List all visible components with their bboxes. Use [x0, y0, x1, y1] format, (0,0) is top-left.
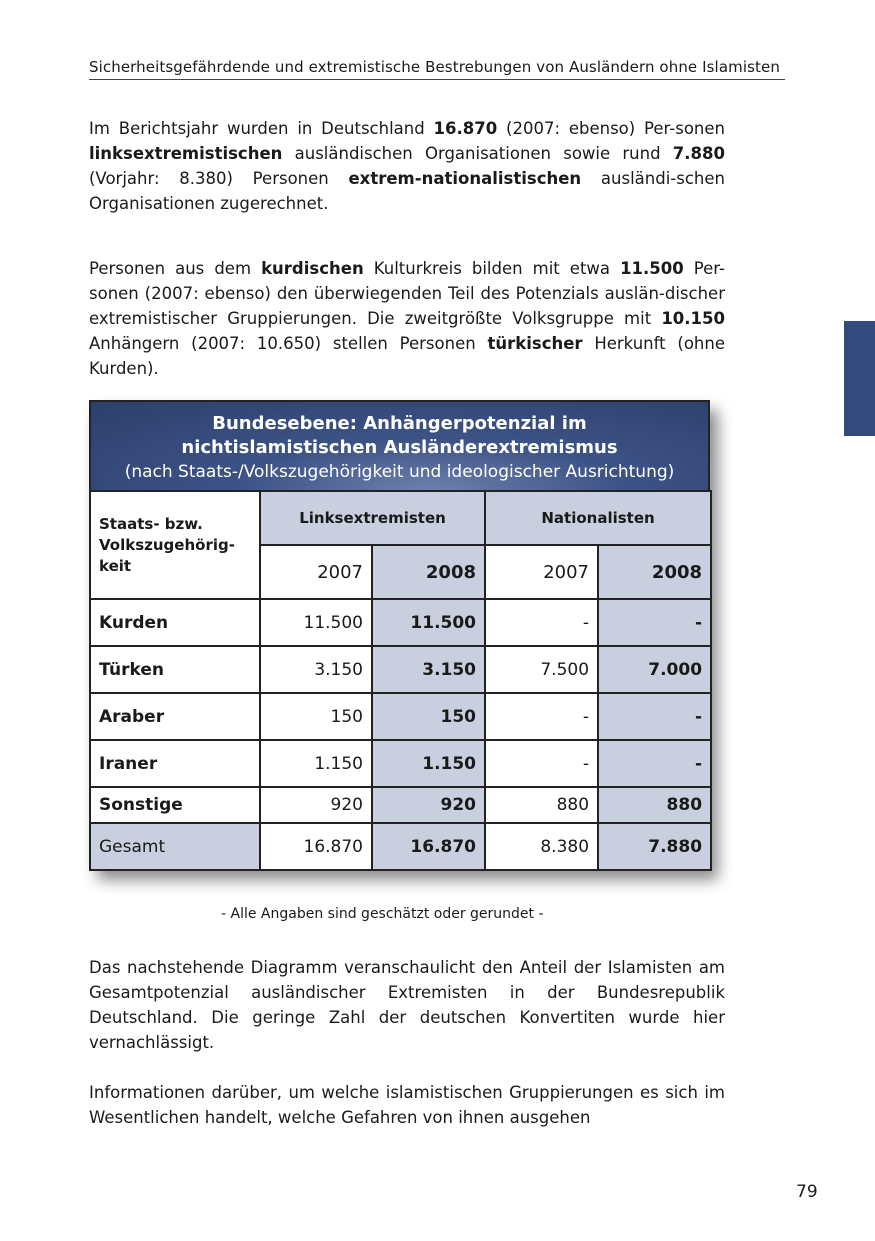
paragraph-1 — [89, 116, 725, 216]
table-row — [90, 646, 711, 693]
table-title-block — [89, 400, 710, 490]
row-label: Sonstige — [90, 787, 260, 823]
chapter-tab-marker — [844, 321, 875, 436]
cell: 150 — [372, 693, 485, 740]
cell: 1.150 — [372, 740, 485, 787]
paragraph-3: Das nachstehende Diagramm veranschaulicht den Anteil der Islamisten am Gesamtpotenzial ausländischer Extremisten in der Bundesrepublik Deutschland. Die geringe Zahl der deutschen Konvertiten wurde hier vernachlässigt. — [89, 958, 725, 1052]
potential-table — [89, 400, 710, 870]
group-header-nationalisten: Nationalisten — [485, 491, 711, 545]
row-label: Iraner — [90, 740, 260, 787]
year-header: 2008 — [372, 545, 485, 599]
table-footnote: - Alle Angaben sind geschätzt oder gerundet - — [221, 906, 544, 922]
para2-bold-1: kurdischen — [261, 259, 364, 278]
para2-bold-2: 11.500 — [620, 259, 684, 278]
para1-text-5: ausländi-schen Organisationen zugerechnet. — [89, 169, 725, 213]
year-header: 2007 — [485, 545, 598, 599]
page-number: 79 — [796, 1182, 818, 1202]
cell: 7.000 — [598, 646, 711, 693]
para1-text-1: Im Berichtsjahr wurden in Deutschland — [89, 119, 434, 138]
cell: 150 — [260, 693, 372, 740]
data-table — [89, 490, 712, 871]
paragraph-2 — [89, 256, 725, 381]
cell: 7.500 — [485, 646, 598, 693]
group-header-linksextremisten: Linksextremisten — [260, 491, 485, 545]
running-header: Sicherheitsgefährdende und extremistische Bestrebungen von Ausländern ohne Islamisten — [89, 58, 785, 80]
table-subtitle: (nach Staats-/Volkszugehörigkeit und ideologischer Ausrichtung) — [124, 462, 675, 482]
cell: 8.380 — [485, 823, 598, 870]
cell: 7.880 — [598, 823, 711, 870]
para1-text-2: (2007: ebenso) Per-sonen — [497, 119, 725, 138]
table-title-line-2: nichtislamistischen Ausländerextremismus — [181, 437, 618, 458]
paragraph-4: Informationen darüber, um welche islamistischen Gruppierungen es sich im Wesentlichen handelt, welche Gefahren von ihnen ausgehen — [89, 1083, 725, 1127]
para2-bold-4: türkischer — [487, 334, 583, 353]
cell: 1.150 — [260, 740, 372, 787]
table-row — [90, 787, 711, 823]
cell: - — [598, 693, 711, 740]
year-header: 2008 — [598, 545, 711, 599]
cell: 880 — [485, 787, 598, 823]
row-label: Türken — [90, 646, 260, 693]
table-row — [90, 599, 711, 646]
para2-text-1: Personen aus dem — [89, 259, 262, 278]
table-row — [90, 740, 711, 787]
total-row — [90, 823, 711, 870]
para1-bold-1: 16.870 — [433, 119, 498, 138]
year-header: 2007 — [260, 545, 372, 599]
cell: - — [485, 599, 598, 646]
para2-text-4: Anhängern (2007: 10.650) stellen Personen — [89, 334, 488, 353]
cell: 3.150 — [372, 646, 485, 693]
cell: 880 — [598, 787, 711, 823]
para2-text-3: Per-sonen (2007: ebenso) den überwiegenden Teil des Potenzials auslän-discher extremistischer Gruppierungen. Die zweitgrößte Volksgruppe mit — [89, 259, 725, 328]
table-title-line-1: Bundesebene: Anhängerpotenzial im — [212, 413, 587, 434]
cell: - — [598, 740, 711, 787]
cell: 3.150 — [260, 646, 372, 693]
cell: 11.500 — [260, 599, 372, 646]
cell: - — [598, 599, 711, 646]
cell: - — [485, 693, 598, 740]
row-label: Araber — [90, 693, 260, 740]
para2-text-2: Kulturkreis bilden mit etwa — [363, 259, 621, 278]
cell: 11.500 — [372, 599, 485, 646]
para1-bold-2: linksextremistischen — [89, 144, 283, 163]
cell: 920 — [372, 787, 485, 823]
table-row — [90, 693, 711, 740]
cell: 16.870 — [260, 823, 372, 870]
para1-text-4: (Vorjahr: 8.380) Personen — [89, 169, 349, 188]
row-label: Kurden — [90, 599, 260, 646]
para2-text-5: Herkunft (ohne Kurden). — [89, 334, 725, 378]
para2-bold-3: 10.150 — [661, 309, 725, 328]
para1-bold-4: extrem-nationalistischen — [348, 169, 582, 188]
para1-bold-3: 7.880 — [672, 144, 725, 163]
cell: 16.870 — [372, 823, 485, 870]
corner-label: Staats- bzw. Volkszugehörig-keit — [90, 491, 260, 599]
cell: - — [485, 740, 598, 787]
cell: 920 — [260, 787, 372, 823]
total-label: Gesamt — [90, 823, 260, 870]
para1-text-3: ausländischen Organisationen sowie rund — [282, 144, 673, 163]
